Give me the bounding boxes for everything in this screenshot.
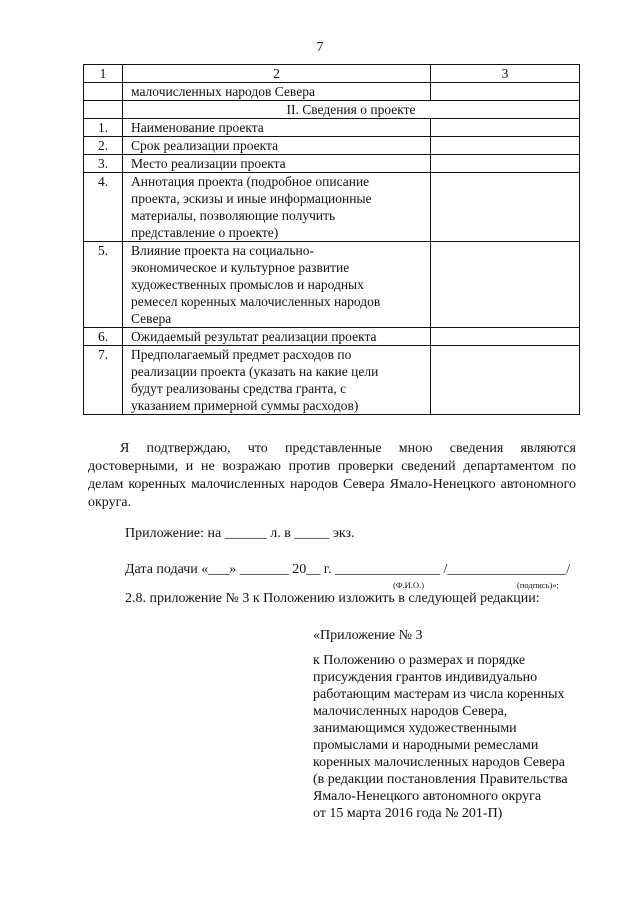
row-value-cell <box>431 137 580 155</box>
table-header-row <box>84 65 580 83</box>
row-label-line: Влияние проекта на социально- <box>131 243 314 258</box>
continuation-row <box>84 83 580 101</box>
row-label-line: Ожидаемый результат реализации проекта <box>131 329 377 344</box>
column-header-2: 2 <box>123 65 431 83</box>
section-title: II. Сведения о проекте <box>123 101 580 119</box>
row-label-line: будут реализованы средства гранта, с <box>131 381 347 396</box>
declaration-paragraph: Я подтверждаю, что представленные мною сведения являются достоверными, и не возражаю против проверки сведений департаментом по делам коренных малочисленных народов Севера Ямало-Ненецкого автономного округа. <box>88 441 576 510</box>
submission-date-line: Дата подачи «___» _______ 20__ г. _______________ /_________________/ <box>125 562 571 577</box>
amendment-paragraph: 2.8. приложение № 3 к Положению изложить в следующей редакции: <box>125 591 540 606</box>
empty-cell <box>84 101 123 119</box>
appendix-line: присуждения грантов индивидуально <box>313 670 538 685</box>
empty-cell <box>431 83 580 101</box>
column-header-3: 3 <box>431 65 580 83</box>
appendix-line: малочисленных народов Севера, <box>313 704 508 719</box>
row-label <box>123 346 431 415</box>
signature-label: (подпись)»; <box>517 580 559 590</box>
project-info-table <box>83 64 580 415</box>
table-row <box>84 173 580 242</box>
section-row <box>84 101 580 119</box>
row-label-line: Севера <box>131 311 172 326</box>
appendix-line: занимающимся художественными <box>313 721 517 736</box>
row-number: 6. <box>84 328 123 346</box>
table-row <box>84 137 580 155</box>
row-label-line: проекта, эскизы и иные информационные <box>131 191 372 206</box>
row-value-cell <box>431 346 580 415</box>
row-label-line: материалы, позволяющие получить <box>131 208 336 223</box>
table-row <box>84 155 580 173</box>
row-number: 4. <box>84 173 123 242</box>
row-label-line: Наименование проекта <box>131 120 264 135</box>
appendix-line: от 15 марта 2016 года № 201-П) <box>313 806 503 821</box>
row-number: 5. <box>84 242 123 328</box>
appendix-description <box>313 652 613 822</box>
row-label-line: Предполагаемый предмет расходов по <box>131 347 352 362</box>
attachment-line: Приложение: на ______ л. в _____ экз. <box>125 526 355 541</box>
appendix-line: промыслами и народными ремеслами <box>313 738 539 753</box>
row-label-line: экономическое и культурное развитие <box>131 260 350 275</box>
table-row <box>84 119 580 137</box>
row-label-line: Аннотация проекта (подробное описание <box>131 174 370 189</box>
row-label-line: представление о проекте) <box>131 225 279 240</box>
row-value-cell <box>431 173 580 242</box>
column-header-1: 1 <box>84 65 123 83</box>
row-number: 1. <box>84 119 123 137</box>
empty-cell <box>84 83 123 101</box>
row-label <box>123 137 431 155</box>
row-label <box>123 155 431 173</box>
row-value-cell <box>431 155 580 173</box>
row-label-line: Место реализации проекта <box>131 156 286 171</box>
appendix-line: Ямало-Ненецкого автономного округа <box>313 789 542 804</box>
row-value-cell <box>431 119 580 137</box>
row-label <box>123 242 431 328</box>
row-value-cell <box>431 328 580 346</box>
row-number: 7. <box>84 346 123 415</box>
page-number: 7 <box>316 40 324 55</box>
appendix-line: коренных малочисленных народов Севера <box>313 755 565 770</box>
row-number: 2. <box>84 137 123 155</box>
row-label <box>123 173 431 242</box>
row-label-line: ремесел коренных малочисленных народов <box>131 294 381 309</box>
appendix-line: работающим мастерам из числа коренных <box>313 687 565 702</box>
continuation-text: малочисленных народов Севера <box>123 83 431 101</box>
appendix-line: (в редакции постановления Правительства <box>313 772 568 787</box>
row-label-line: указанием примерной суммы расходов) <box>131 398 359 413</box>
row-label-line: Срок реализации проекта <box>131 138 279 153</box>
appendix-line: к Положению о размерах и порядке <box>313 653 526 668</box>
row-number: 3. <box>84 155 123 173</box>
table-row <box>84 328 580 346</box>
row-label-line: художественных промыслов и народных <box>131 277 364 292</box>
row-label <box>123 328 431 346</box>
row-value-cell <box>431 242 580 328</box>
table-row <box>84 242 580 328</box>
fio-label: (Ф.И.О.) <box>393 580 425 590</box>
row-label-line: реализации проекта (указать на какие цели <box>131 364 379 379</box>
appendix-title: «Приложение № 3 <box>313 628 423 643</box>
row-label <box>123 119 431 137</box>
table-row <box>84 346 580 415</box>
